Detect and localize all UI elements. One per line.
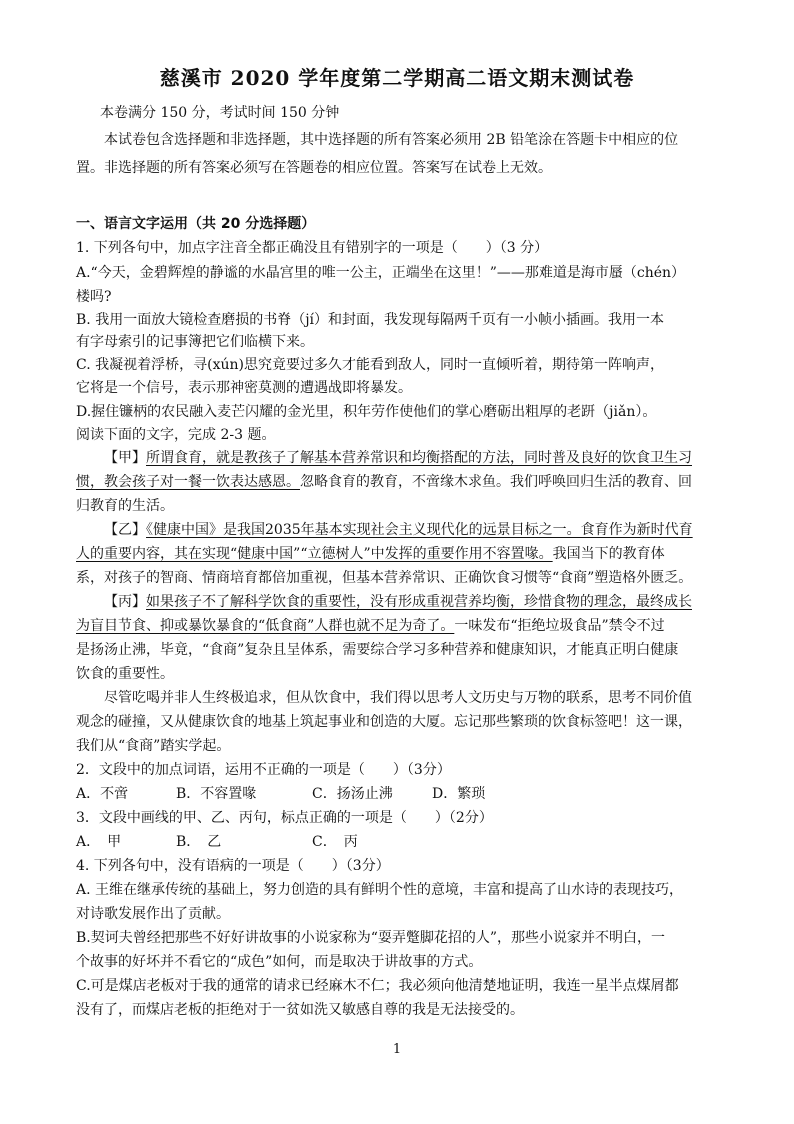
question-4-option-a: A. 王维在继承传统的基础上，努力创造的具有鲜明个性的意境，丰富和提高了山水诗的表现技巧，: [76, 882, 684, 898]
passage-closing-line-3: 我们从“食商”踏实学起。: [76, 738, 231, 754]
question-4-option-a-cont: 对诗歌发展作出了贡献。: [76, 906, 230, 922]
question-4-stem: 4. 下列各句中，没有语病的一项是（ ）（3分）: [76, 858, 390, 874]
passage-bing-line-1: [104, 592, 692, 612]
question-2-stem: 2．文段中的加点词语，运用不正确的一项是（ ）（3分）: [76, 762, 451, 778]
question-4-option-c: C.可是煤店老板对于我的通常的请求已经麻木不仁；我必须向他清楚地证明，我连一星半点煤屑都: [76, 978, 679, 994]
question-1-option-b: B. 我用一面放大镜检查磨损的书脊（jí）和封面，我发现每隔两千页有一小帧小插画。我用一本: [76, 312, 665, 328]
question-1-option-a-cont: 楼吗?: [76, 289, 112, 305]
question-1-option-c-cont: 它将是一个信号，表示那神密莫测的遭遇战即将暴发。: [76, 380, 412, 396]
passage-jia-line-2: [76, 472, 692, 492]
underlined-sentence-jia-cont: 惯，教会孩子对一餐一饮表达感恩。: [76, 474, 300, 490]
passage-jia-line-3: 归教育的生活。: [76, 498, 174, 514]
instructions-line-2: 置。非选择题的所有答案必须写在答题卷的相应位置。答案写在试卷上无效。: [76, 160, 552, 176]
question-2-option-b: B．不容置喙: [176, 786, 257, 802]
question-4-option-b: B.契诃夫曾经把那些不好好讲故事的小说家称为“耍弄蹩脚花招的人”，那些小说家并不明白，一: [76, 930, 666, 946]
reading-intro: 阅读下面的文字，完成 2-3 题。: [76, 427, 276, 443]
passage-bing-text: 一味发布“拒绝垃圾食品”禁令不过: [454, 618, 665, 634]
underlined-sentence-jia: 所谓食育，就是教孩子了解基本营养常识和均衡搭配的方法，同时普及良好的饮食卫生习: [146, 450, 692, 466]
passage-closing-line-1: 尽管吃喝并非人生终极追求，但从饮食中，我们得以思考人文历史与万物的联系，思考不同价值: [104, 690, 692, 706]
question-3-option-a: A． 甲: [76, 834, 122, 850]
question-2-option-c: C．扬汤止沸: [312, 786, 393, 802]
question-1-option-c: C. 我凝视着浮桥，寻(xún)思究竟要过多久才能看到敌人，同时一直倾听着，期待第一阵响声，: [76, 357, 664, 373]
passage-bing-line-2: [76, 616, 665, 636]
question-1-option-a: A.“今天，金碧辉煌的静谧的水晶宫里的唯一公主，正端坐在这里！”——那难道是海市蜃（chén）: [76, 265, 686, 281]
question-4-option-b-cont: 个故事的好坏并不看它的“成色”如何，而是取决于讲故事的方式。: [76, 954, 483, 970]
question-3-option-c: C． 丙: [312, 834, 358, 850]
passage-jia-text: 忽略食育的教育，不啻缘木求鱼。我们呼唤回归生活的教育、回: [300, 474, 692, 490]
underlined-sentence-yi-cont: 人的重要内容，其在实现“健康中国”“立德树人”中发挥的重要作用不容置喙。: [76, 546, 553, 562]
passage-jia-tag: 【甲】: [104, 450, 146, 466]
question-1-option-d: D.握住镰柄的农民融入麦芒闪耀的金光里，积年劳作使他们的掌心磨砺出粗厚的老趼（jiǎn）。: [76, 404, 657, 420]
question-2-option-d: D．繁琐: [432, 786, 486, 802]
passage-yi-tag: 【乙】: [104, 522, 146, 538]
question-2-option-a: A．不啻: [76, 786, 129, 802]
passage-jia-line-1: [104, 448, 692, 468]
exam-title: 慈溪市 2020 学年度第二学期高二语文期末测试卷: [159, 66, 635, 90]
section-heading: 一、语言文字运用（共 20 分选择题）: [76, 216, 316, 232]
question-3-option-b: B． 乙: [176, 834, 222, 850]
passage-yi-line-2: [76, 544, 665, 564]
question-4-option-c-cont: 没有了，而煤店老板的拒绝对于一贫如洗又敏感自尊的我是无法接受的。: [76, 1002, 524, 1018]
passage-closing-line-2: 观念的碰撞，又从健康饮食的地基上筑起事业和创造的大厦。忘记那些繁琐的饮食标签吧！这一课，: [76, 714, 692, 730]
passage-yi-line-3: 系，对孩子的智商、情商培育都倍加重视，但基本营养常识、正确饮食习惯等“食商”塑造格外匮乏。: [76, 570, 693, 586]
question-1-option-b-cont: 有字母索引的记事簿把它们临横下来。: [76, 334, 314, 350]
underlined-sentence-yi: 《健康中国》是我国2035年基本实现社会主义现代化的远景目标之一。食育作为新时代育: [146, 522, 693, 538]
question-3-stem: 3．文段中画线的甲、乙、丙句，标点正确的一项是（ ）（2分）: [76, 810, 493, 826]
page-number: 1: [392, 1042, 402, 1057]
passage-yi-line-1: [104, 520, 693, 540]
underlined-sentence-bing: 如果孩子不了解科学饮食的重要性，没有形成重视营养均衡，珍惜食物的理念，最终成长: [146, 594, 692, 610]
instructions-line-1: 本试卷包含选择题和非选择题，其中选择题的所有答案必须用 2B 铅笔涂在答题卡中相应的位: [104, 132, 679, 148]
passage-bing-tag: 【丙】: [104, 594, 146, 610]
score-time-note: 本卷满分 150 分，考试时间 150 分钟: [100, 105, 340, 121]
underlined-sentence-bing-cont: 为盲目节食、抑或暴饮暴食的“低食商”人群也就不足为奇了。: [76, 618, 455, 634]
question-1-stem: 1. 下列各句中，加点字注音全都正确没且有错别字的一项是（ ）（3 分）: [76, 240, 549, 256]
passage-yi-text: 我国当下的教育体: [552, 546, 665, 562]
passage-bing-line-3: 是扬汤止沸，毕竟，“食商”复杂且呈体系，需要综合学习多种营养和健康知识，才能真正明白健康: [76, 642, 679, 658]
passage-bing-line-4: 饮食的重要性。: [76, 666, 174, 682]
